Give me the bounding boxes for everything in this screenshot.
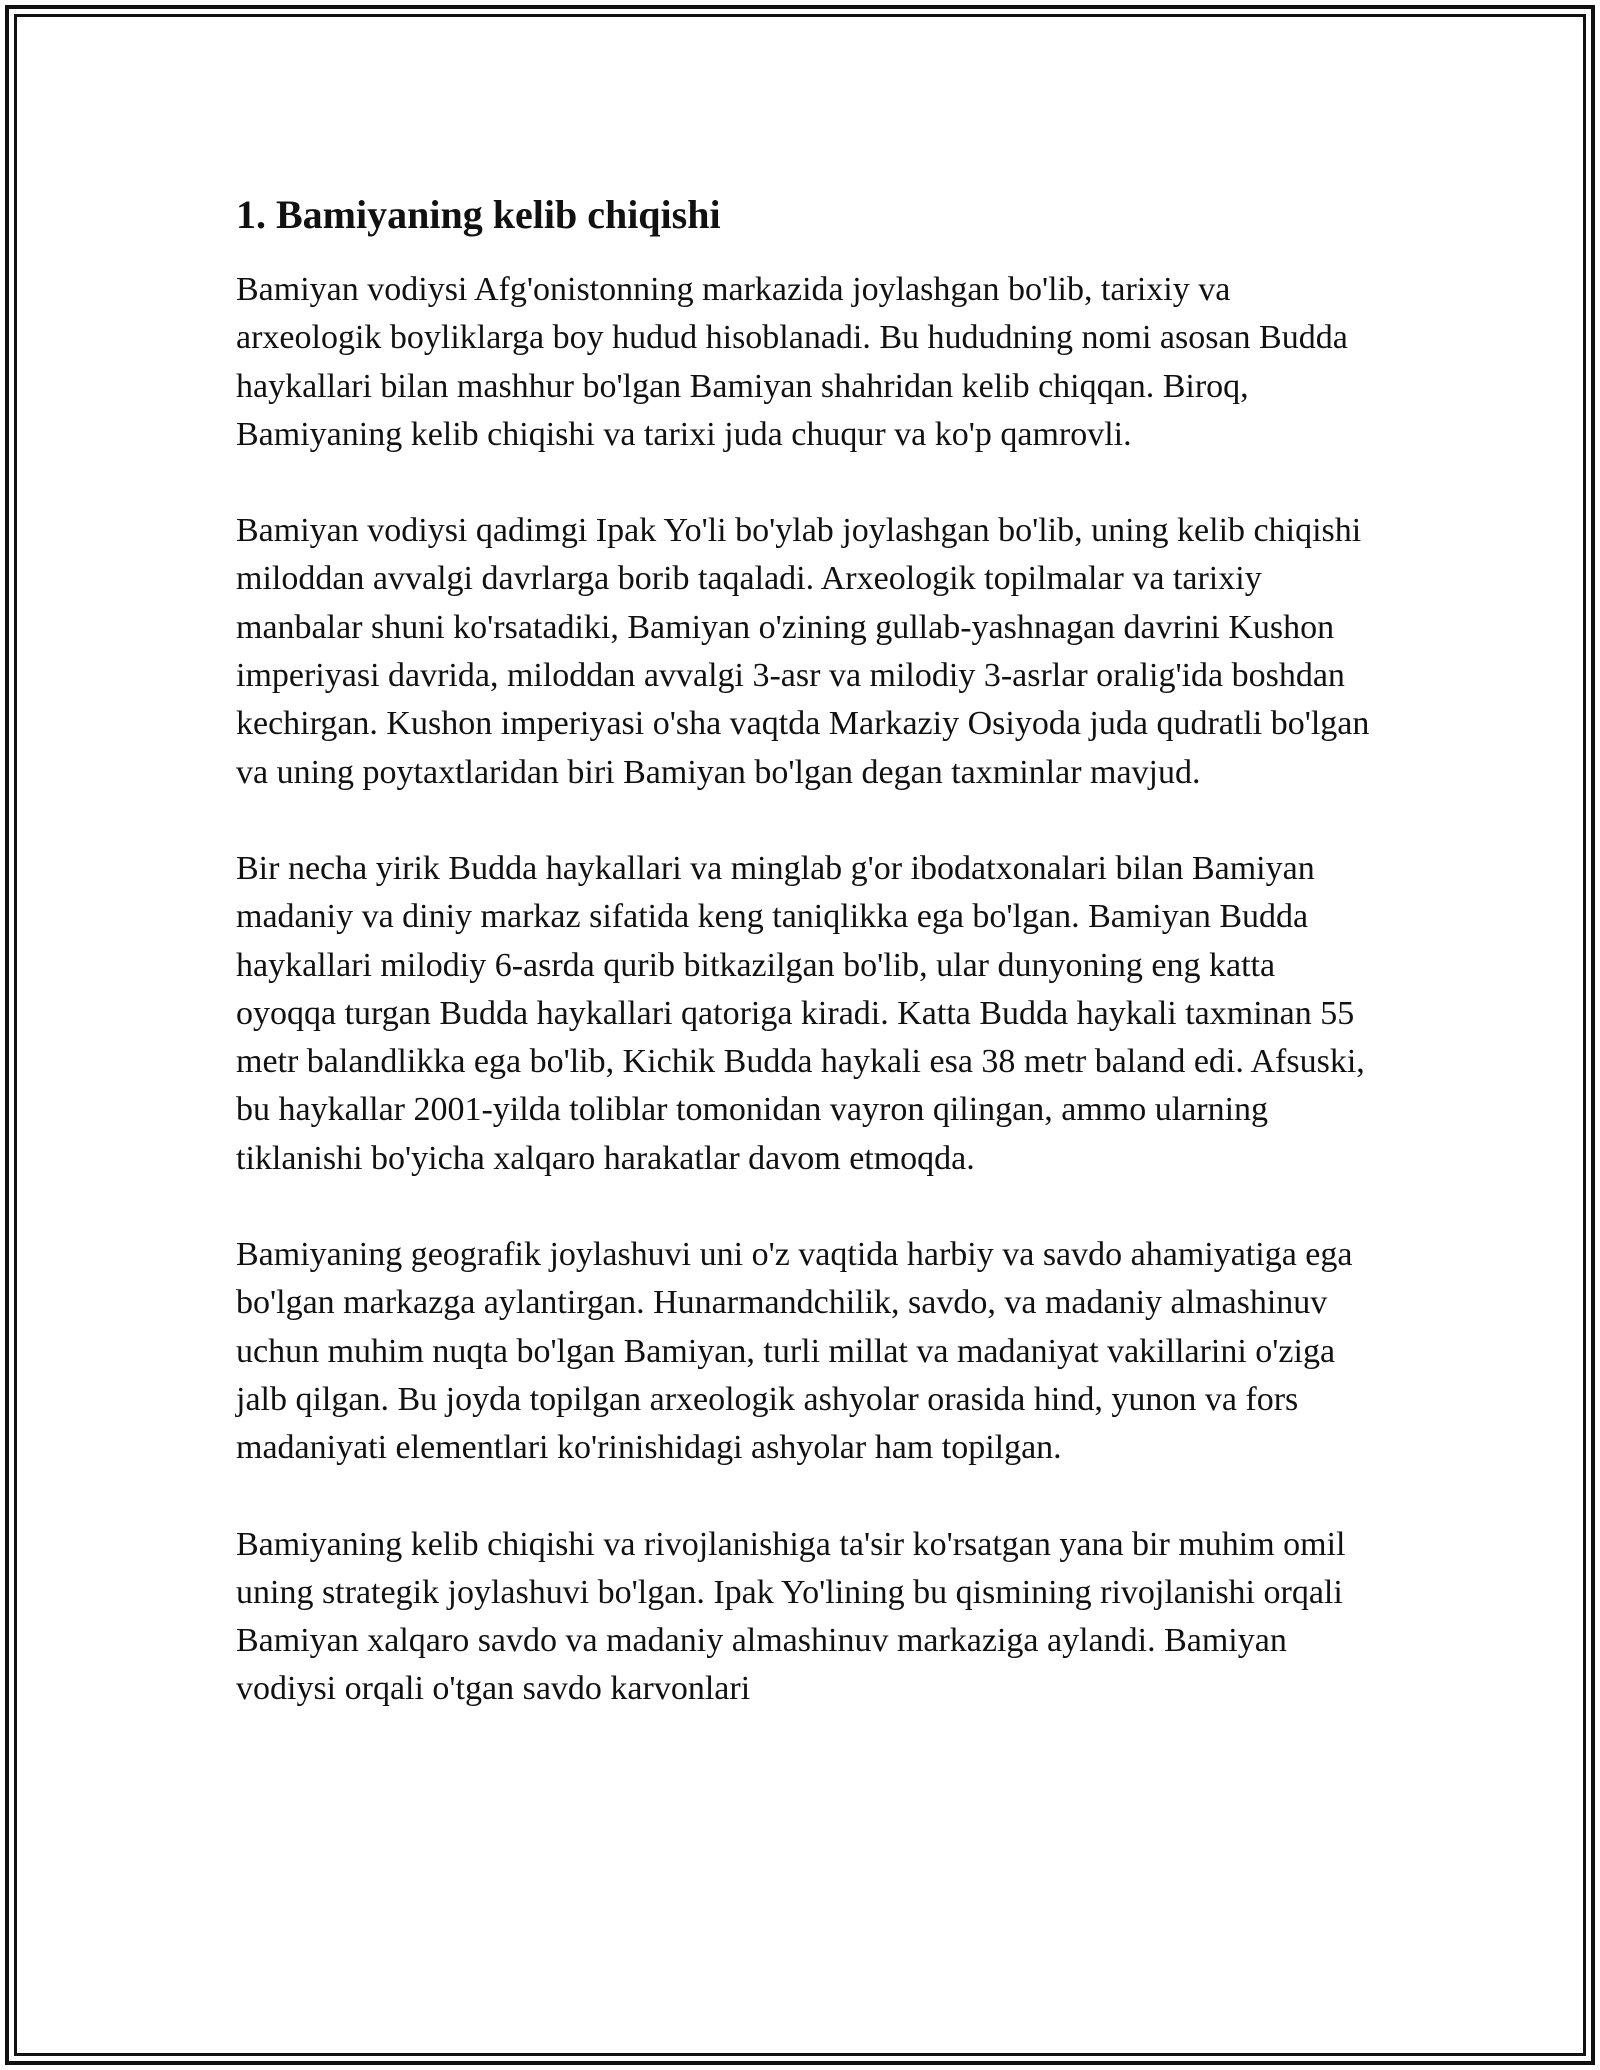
paragraph-5: Bamiyaning kelib chiqishi va rivojlanishiga ta'sir ko'rsatgan yana bir muhim omil uning strategik joylashuvi bo'lgan. Ipak Yo'lining bu qismining rivojlanishi orqali Bamiyan xalqaro savdo va madaniy almashinuv markaziga aylandi. Bamiyan vodiysi orqali o'tgan savdo karvonlari [236, 1525, 1346, 1708]
paragraph-4: Bamiyaning geografik joylashuvi uni o'z vaqtida harbiy va savdo ahamiyatiga ega bo'lgan markazga aylantirgan. Hunarmandchilik, savdo, va madaniy almashinuv uchun muhim nuqta bo'lgan Bamiyan, turli millat va madaniyat vakillarini o'ziga jalb qilgan. Bu joyda topilgan arxeologik ashyolar orasida hind, yunon va fors madaniyati elementlari ko'rinishidagi ashyolar ham topilgan. [236, 1236, 1353, 1467]
paragraph-3: Bir necha yirik Budda haykallari va minglab g'or ibodatxonalari bilan Bamiyan madaniy va diniy markaz sifatida keng taniqlikka ega bo'lgan. Bamiyan Budda haykallari milodiy 6-asrda qurib bitkazilgan bo'lib, ular dunyoning eng katta oyoqqa turgan Budda haykallari qatoriga kiradi. Katta Budda haykali taxminan 55 metr balandlikka ega bo'lib, Kichik Budda haykali esa 38 metr baland edi. Afsuski, bu haykallar 2001-yilda toliblar tomonidan vayron qilingan, ammo ularning tiklanishi bo'yicha xalqaro harakatlar davom etmoqda. [236, 849, 1365, 1177]
paragraph-2: Bamiyan vodiysi qadimgi Ipak Yo'li bo'ylab joylashgan bo'lib, uning kelib chiqishi miloddan avvalgi davrlarga borib taqaladi. Arxeologik topilmalar va tarixiy manbalar shuni ko'rsatadiki, Bamiyan o'zining gullab-yashnagan davrini Kushon imperiyasi davrida, miloddan avvalgi 3-asr va milodiy 3-asrlar oralig'ida boshdan kechirgan. Kushon imperiyasi o'sha vaqtda Markaziy Osiyoda juda qudratli bo'lgan va uning poytaxtlaridan biri Bamiyan bo'lgan degan taxminlar mavjud. [236, 512, 1370, 791]
section-heading: 1. Bamiyaning kelib chiqishi [236, 192, 721, 237]
document-body [236, 188, 1376, 1762]
paragraph-1: Bamiyan vodiysi Afg'onistonning markazida joylashgan bo'lib, tarixiy va arxeologik boyliklarga boy hudud hisoblanadi. Bu hududning nomi asosan Budda haykallari bilan mashhur bo'lgan Bamiyan shahridan kelib chiqqan. Biroq, Bamiyaning kelib chiqishi va tarixi juda chuqur va ko'p qamrovli. [236, 271, 1348, 453]
